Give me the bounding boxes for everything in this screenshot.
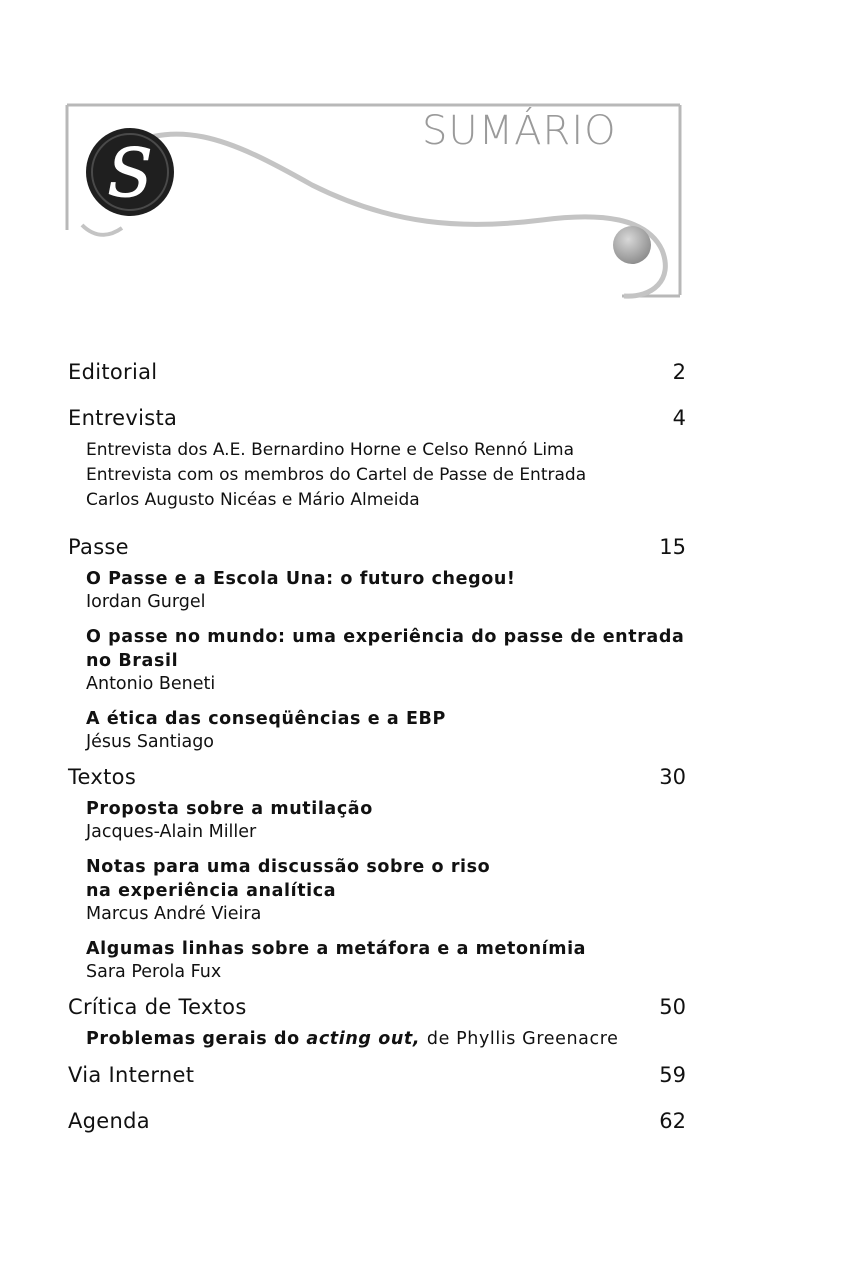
section-page-number: 4 — [672, 406, 686, 430]
section-page-number: 15 — [659, 535, 686, 559]
list-item — [86, 625, 692, 695]
entry-title: Algumas linhas sobre a metáfora e a metonímia — [86, 939, 587, 959]
section-title: Crítica de Textos — [68, 995, 247, 1019]
entry-author: Marcus André Vieira — [86, 904, 262, 924]
section-title: Entrevista — [68, 406, 178, 430]
entry-line: Carlos Augusto Nicéas e Mário Almeida — [86, 490, 420, 510]
section-page-number: 2 — [672, 360, 686, 384]
entry-author: Sara Perola Fux — [86, 962, 222, 982]
section-title: Agenda — [68, 1109, 150, 1133]
list-item — [86, 567, 692, 613]
section-via-internet — [68, 1063, 692, 1095]
sumario-header — [62, 100, 690, 305]
entry-title: Notas para uma discussão sobre o riso — [86, 857, 491, 877]
entry-author: de Phyllis Greenacre — [426, 1029, 619, 1049]
section-entrevista — [68, 406, 692, 513]
entry-title: O passe no mundo: uma experiência do passe de entrada — [86, 627, 685, 647]
entry-title: Proposta sobre a mutilação — [86, 799, 373, 819]
list-item — [86, 1027, 692, 1051]
table-of-contents — [68, 360, 692, 1141]
entry-title: A ética das conseqüências e a EBP — [86, 709, 446, 729]
section-title: Textos — [68, 765, 137, 789]
section-critica — [68, 995, 692, 1051]
entry-title-italic: acting out, — [306, 1029, 421, 1049]
section-passe — [68, 535, 692, 753]
section-title: Passe — [68, 535, 129, 559]
list-item — [86, 707, 692, 753]
entry-author: Antonio Beneti — [86, 674, 216, 694]
entry-author: Iordan Gurgel — [86, 592, 206, 612]
section-title: Editorial — [68, 360, 158, 384]
entry-author: Jésus Santiago — [86, 732, 215, 752]
section-page-number: 50 — [659, 995, 686, 1019]
entry-title: O Passe e a Escola Una: o futuro chegou! — [86, 569, 516, 589]
section-page-number: 62 — [659, 1109, 686, 1133]
entry-author: Jacques-Alain Miller — [86, 822, 257, 842]
section-page-number: 30 — [659, 765, 686, 789]
list-item — [86, 855, 692, 925]
section-textos — [68, 765, 692, 983]
section-agenda — [68, 1109, 692, 1141]
list-item — [86, 797, 692, 843]
entry-title-continued: no Brasil — [86, 651, 179, 671]
section-editorial — [68, 360, 692, 392]
logo-letter: S — [107, 135, 153, 212]
entry-title-continued: na experiência analítica — [86, 881, 337, 901]
section-page-number: 59 — [659, 1063, 686, 1087]
list-item — [86, 937, 692, 983]
section-title: Via Internet — [68, 1063, 195, 1087]
page-title: SUMÁRIO — [422, 108, 617, 154]
entry-line: Entrevista dos A.E. Bernardino Horne e Celso Rennó Lima — [86, 440, 575, 460]
entry-title: Problemas gerais do — [86, 1029, 300, 1049]
entry-line: Entrevista com os membros do Cartel de Passe de Entrada — [86, 465, 587, 485]
